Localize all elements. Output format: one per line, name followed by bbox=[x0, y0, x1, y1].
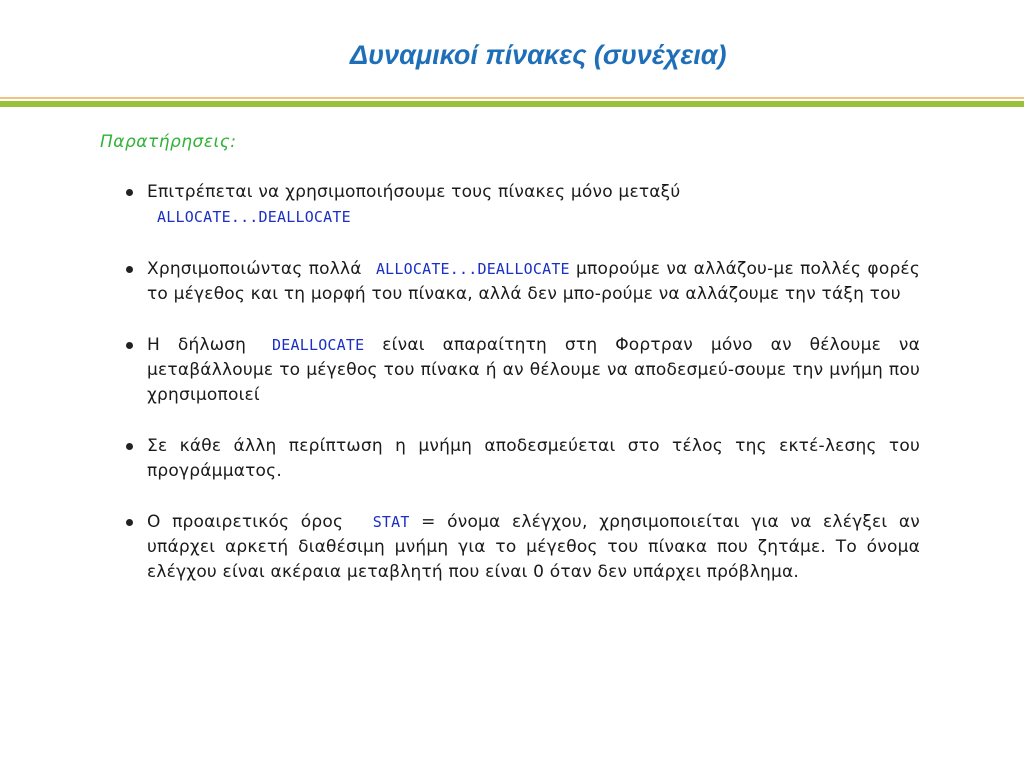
bullet-dot-icon bbox=[126, 443, 133, 450]
bullet-text: Επιτρέπεται να χρησιμοποιήσουμε τους πίνακες μόνο μεταξύ bbox=[147, 182, 681, 202]
bullet-text: Η δήλωση bbox=[147, 335, 247, 355]
bullet-dot-icon bbox=[126, 189, 133, 196]
code-keyword: ALLOCATE...DEALLOCATE bbox=[157, 208, 351, 226]
bullet-text-continued: = όνομα ελέγχου, χρησιμοποιείται για να ελέγξει αν υπάρχει αρκετή διαθέσιμη μνήμη για το μέγεθος του πίνακα που ζητάμε. Το όνομα ελέγχου είναι ακέραια μεταβλητή που είναι 0 όταν δεν υπάρχει πρόβλημα. bbox=[147, 512, 920, 582]
slide-title: Δυναμικοί πίνακες (συνέχεια) bbox=[350, 40, 727, 70]
bullet-text: Σε κάθε άλλη περίπτωση η μνήμη αποδεσμεύεται στο τέλος της εκτέ-λεσης του προγράμματος. bbox=[147, 436, 920, 481]
code-keyword: DEALLOCATE bbox=[272, 336, 365, 354]
section-label: Παρατήρησεις: bbox=[100, 132, 237, 152]
bullet-item-2 bbox=[120, 257, 920, 307]
code-keyword: ALLOCATE...DEALLOCATE bbox=[375, 260, 570, 278]
bullet-item-4 bbox=[120, 434, 920, 484]
bullet-text-continued: μπορούμε να αλλάζου-με πολλές φορές το μέγεθος και τη μορφή του πίνακα, αλλά δεν μπο-ρούμε να αλλάζουμε την τάξη του bbox=[147, 259, 920, 304]
header-divider-thick bbox=[0, 101, 1024, 107]
bullet-text: Ο προαιρετικός όρος bbox=[147, 512, 344, 532]
bullet-item-3 bbox=[120, 333, 920, 408]
code-keyword: STAT bbox=[372, 513, 410, 531]
bullet-list bbox=[120, 180, 920, 585]
header-divider-thin bbox=[0, 97, 1024, 99]
bullet-dot-icon bbox=[126, 342, 133, 349]
bullet-text: Χρησιμοποιώντας πολλά bbox=[147, 259, 362, 279]
bullet-dot-icon bbox=[126, 519, 133, 526]
bullet-item-1 bbox=[120, 180, 920, 230]
bullet-dot-icon bbox=[126, 266, 133, 273]
bullet-item-5 bbox=[120, 510, 920, 585]
bullet-text-continued: είναι απαραίτητη στη Φορτραν μόνο αν θέλουμε να μεταβάλλουμε το μέγεθος του πίνακα ή αν θέλουμε να αποδεσμεύ-σουμε την μνήμη που χρησιμοποιεί bbox=[147, 335, 920, 405]
